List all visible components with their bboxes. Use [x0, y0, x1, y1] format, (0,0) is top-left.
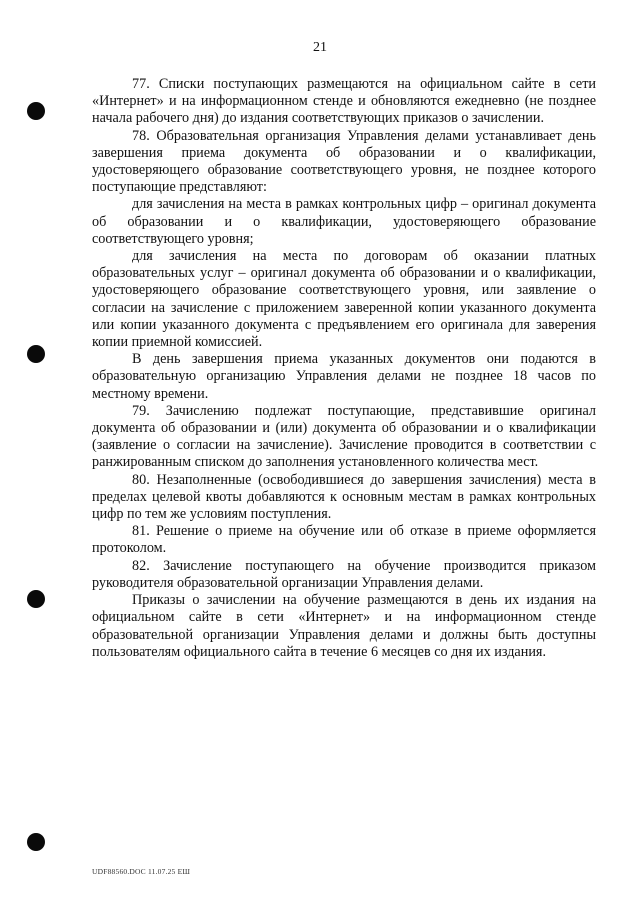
binder-hole-2	[27, 345, 45, 363]
paragraph-77: 77. Списки поступающих размещаются на официальном сайте в сети «Интернет» и на информационном стенде и обновляются ежедневно (не позднее начала рабочего дня) до издания соответствующих приказов о зачислении.	[92, 76, 596, 127]
paragraph-79: 79. Зачислению подлежат поступающие, представившие оригинал документа об образовании и (или) документа об образовании и о квалификации (заявление о согласии на зачисление). Зачисление проводится в соответствии с ранжированным списком до заполнения установленного количества мест.	[92, 402, 596, 471]
paragraph-82: 82. Зачисление поступающего на обучение производится приказом руководителя образовательной организации Управления делами.	[92, 557, 596, 591]
binder-hole-3	[27, 590, 45, 608]
document-body	[92, 76, 596, 661]
paragraph-orders: Приказы о зачислении на обучение размещаются в день их издания на официальном сайте в сети «Интернет» и на информационном стенде образовательной организации Управления делами и должны быть доступны пользователям официального сайта в течение 6 месяцев со дня их издания.	[92, 592, 596, 660]
binder-hole-4	[27, 833, 45, 851]
page-number: 21	[313, 40, 327, 55]
footer-file-stamp: UDF88560.DOC 11.07.25 EШ	[92, 867, 191, 876]
paragraph-78-item-1: для зачисления на места в рамках контрольных цифр – оригинал документа об образовании и о квалификации, удостоверяющего образование соответствующего уровня;	[92, 196, 596, 247]
paragraph-80: 80. Незаполненные (освободившиеся до завершения зачисления) места в пределах целевой квоты добавляются к основным местам в рамках контрольных цифр по тем же условиям поступления.	[92, 471, 596, 523]
binder-hole-1	[27, 102, 45, 120]
paragraph-81: 81. Решение о приеме на обучение или об отказе в приеме оформляется протоколом.	[92, 523, 596, 557]
paragraph-78: 78. Образовательная организация Управления делами устанавливает день завершения приема документа об образовании и о квалификации, удостоверяющего образование соответствующего уровня, не позднее которого поступающие представляют:	[92, 127, 596, 196]
paragraph-78-item-2: для зачисления на места по договорам об оказании платных образовательных услуг – оригинал документа об образовании и о квалификации, удостоверяющего образование соответствующего уровня, или заявление о согласии на зачисление с приложением заверенной копии указанного документа или копии указанного документа с предъявлением его оригинала для заверения копии приемной комиссией.	[92, 248, 596, 351]
paragraph-78-deadline: В день завершения приема указанных документов они подаются в образовательную организацию Управления делами не позднее 18 часов по местному времени.	[92, 351, 596, 402]
